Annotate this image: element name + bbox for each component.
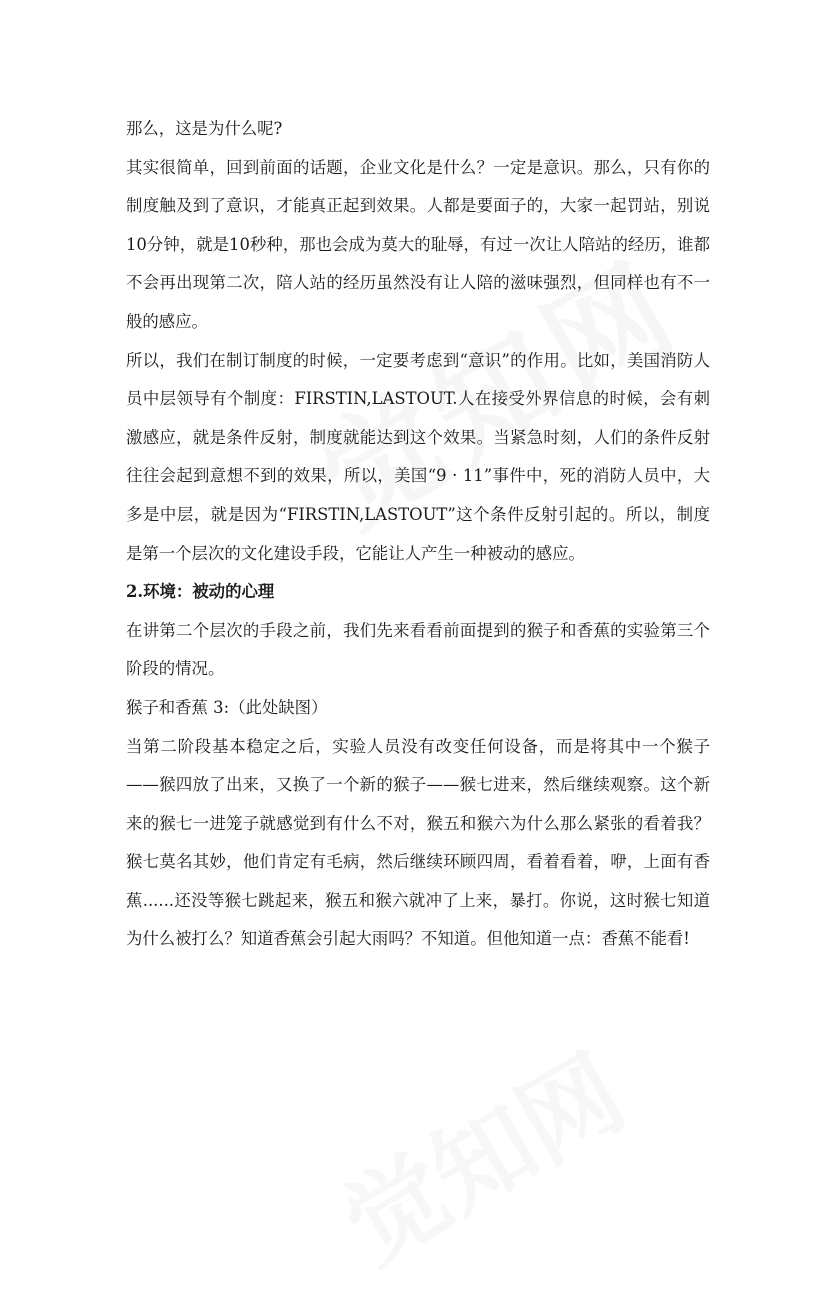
- section-heading-environment: 2.环境：被动的心理: [126, 582, 275, 602]
- paragraph-monkey-experiment: 当第二阶段基本稳定之后，实验人员没有改变任何设备，而是将其中一个猴子——猴四放了出来，又换了一个新的猴子——猴七进来，然后继续观察。这个新来的猴七一进笼子就感觉到有什么不对，猴五和猴六为什么那么紧张的看着我？猴七莫名其妙，他们肯定有毛病，然后继续环顾四周，看着看着，咿，上面有香蕉......还没等猴七跳起来，猴五和猴六就冲了上来，暴打。你说，这时猴七知道为什么被打么？知道香蕉会引起大雨吗？不知道。但他知道一点：香蕉不能看!: [126, 736, 710, 949]
- watermark-bottom: [314, 1015, 646, 1289]
- paragraph-question: 那么，这是为什么呢?: [126, 119, 283, 138]
- paragraph-figure-caption: 猴子和香蕉 3:（此处缺图）: [126, 697, 328, 717]
- paragraph-firefighter-system: 所以，我们在制订制度的时候，一定要考虑到“意识”的作用。比如，美国消防人员中层领导有个制度：FIRSTIN,LASTOUT.人在接受外界信息的时候，会有刺激感应，就是条件反射，制度就能达到这个效果。当紧急时刻，人们的条件反射往往会起到意想不到的效果，所以，美国“9 · 11”事件中，死的消防人员中，大多是中层，就是因为“FIRSTIN,LASTOUT”这个条件反射引起的。所以，制度是第一个层次的文化建设手段，它能让人产生一种被动的感应。: [126, 350, 710, 563]
- document-body: [126, 110, 710, 959]
- paragraph-intro-stage-three: 在讲第二个层次的手段之前，我们先来看看前面提到的猴子和香蕉的实验第三个阶段的情况。: [126, 620, 710, 679]
- paragraph-culture-awareness: 其实很简单，回到前面的话题，企业文化是什么？一定是意识。那么，只有你的制度触及到了意识，才能真正起到效果。人都是要面子的，大家一起罚站，别说10分钟，就是10秒种，那也会成为莫大的耻辱，有过一次让人陪站的经历，谁都不会再出现第二次，陪人站的经历虽然没有让人陪的滋味强烈，但同样也有不一般的感应。: [126, 157, 710, 331]
